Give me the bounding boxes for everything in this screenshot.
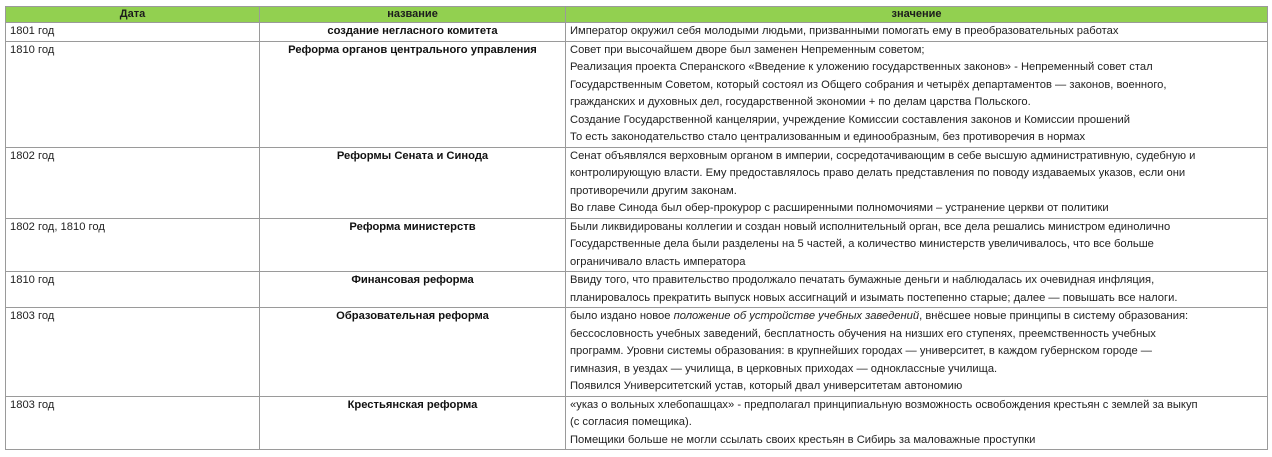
significance-line: Сенат объявлялся верховным органом в империи, сосредотачивающим в себе высшую административную, судебную и — [570, 149, 1196, 162]
significance-line: противоречили другим законам. — [570, 184, 737, 197]
table-row — [6, 272, 1268, 308]
cell-significance — [566, 41, 1268, 147]
cell-name: Образовательная реформа — [260, 308, 566, 397]
reforms-table-container — [5, 6, 1272, 450]
cell-name: Крестьянская реформа — [260, 396, 566, 450]
significance-line: (с согласия помещика). — [570, 416, 692, 428]
significance-line: Император окружил себя молодыми людьми, призванными помогать ему в преобразовательных работах — [570, 25, 1119, 37]
cell-date: 1810 год — [6, 272, 260, 308]
significance-line: бессословность учебных заведений, бесплатность обучения на низших его ступенях, преемственность учебных — [570, 327, 1156, 340]
significance-italic-text: положение об устройстве учебных заведений — [673, 310, 920, 322]
cell-name: Реформы Сената и Синода — [260, 147, 566, 218]
significance-text: , внёсшее новые принципы в систему образования: — [919, 310, 1189, 322]
cell-date: 1803 год — [6, 396, 260, 450]
cell-significance — [566, 147, 1268, 218]
cell-significance — [566, 396, 1268, 450]
significance-line: Реализация проекта Сперанского «Введение к уложению государственных законов» - Непременный совет стал — [570, 61, 1153, 73]
cell-significance — [566, 23, 1268, 42]
significance-line: «указ о вольных хлебопашцах» - предполагал принципиальную возможность освобождения крестьян с землей за выкуп — [570, 398, 1198, 411]
significance-line: Создание Государственной канцелярии, учреждение Комиссии составления законов и Комиссии прошений — [570, 113, 1131, 126]
cell-date: 1810 год — [6, 41, 260, 147]
significance-line — [570, 308, 1263, 326]
cell-significance — [566, 272, 1268, 308]
table-row — [6, 396, 1268, 450]
significance-line: гражданских и духовных дел, государственной экономии + по делам царства Польского. — [570, 96, 1031, 108]
significance-line: планировалось прекратить выпуск новых ассигнаций и изымать постепенно старые; далее — повышать все налоги. — [570, 291, 1178, 304]
table-row — [6, 23, 1268, 42]
cell-date: 1802 год — [6, 147, 260, 218]
significance-line: Помещики больше не могли ссылать своих крестьян в Сибирь за маловажные проступки — [570, 433, 1036, 446]
significance-text: было издано новое — [570, 310, 674, 322]
cell-significance — [566, 308, 1268, 397]
table-row — [6, 41, 1268, 147]
significance-line: ограничивало власть императора — [570, 255, 746, 268]
reforms-table — [5, 6, 1268, 450]
table-row — [6, 147, 1268, 218]
significance-line: гимназия, в уездах — училища, в церковных приходах — одноклассные училища. — [570, 362, 998, 375]
header-date: Дата — [6, 7, 260, 23]
significance-line: Государственным Советом, который состоял из Общего собрания и четырёх департаментов — законов, военного, — [570, 78, 1167, 91]
significance-line: Совет при высочайшем дворе был заменен Непременным советом; — [570, 43, 925, 56]
cell-name: Финансовая реформа — [260, 272, 566, 308]
significance-line: контролирующую власти. Ему предоставлялось право делать представления по поводу издаваемых указов, если они — [570, 167, 1186, 179]
cell-name: создание негласного комитета — [260, 23, 566, 42]
header-significance: значение — [566, 7, 1268, 23]
significance-line: программ. Уровни системы образования: в крупнейших городах — университет, в каждом губернском городе — — [570, 345, 1152, 357]
significance-line: Государственные дела были разделены на 5 частей, а количество министерств увеличивалось, что все больше — [570, 238, 1154, 250]
cell-date: 1802 год, 1810 год — [6, 218, 260, 272]
table-row — [6, 308, 1268, 397]
cell-name: Реформа органов центрального управления — [260, 41, 566, 147]
significance-line: Были ликвидированы коллегии и создан новый исполнительный орган, все дела решались министром единолично — [570, 220, 1171, 233]
significance-line: Ввиду того, что правительство продолжало печатать бумажные деньги и наблюдалась их очевидная инфляция, — [570, 274, 1155, 286]
cell-date: 1801 год — [6, 23, 260, 42]
cell-name: Реформа министерств — [260, 218, 566, 272]
significance-line: Во главе Синода был обер-прокурор с расширенными полномочиями – устранение церкви от политики — [570, 202, 1109, 214]
header-name: название — [260, 7, 566, 23]
cell-significance — [566, 218, 1268, 272]
table-row — [6, 218, 1268, 272]
header-row — [6, 7, 1268, 23]
cell-date: 1803 год — [6, 308, 260, 397]
significance-line: Появился Университетский устав, который двал университетам автономию — [570, 380, 963, 392]
significance-line: То есть законодательство стало централизованным и единообразным, без противоречия в нормах — [570, 131, 1086, 143]
